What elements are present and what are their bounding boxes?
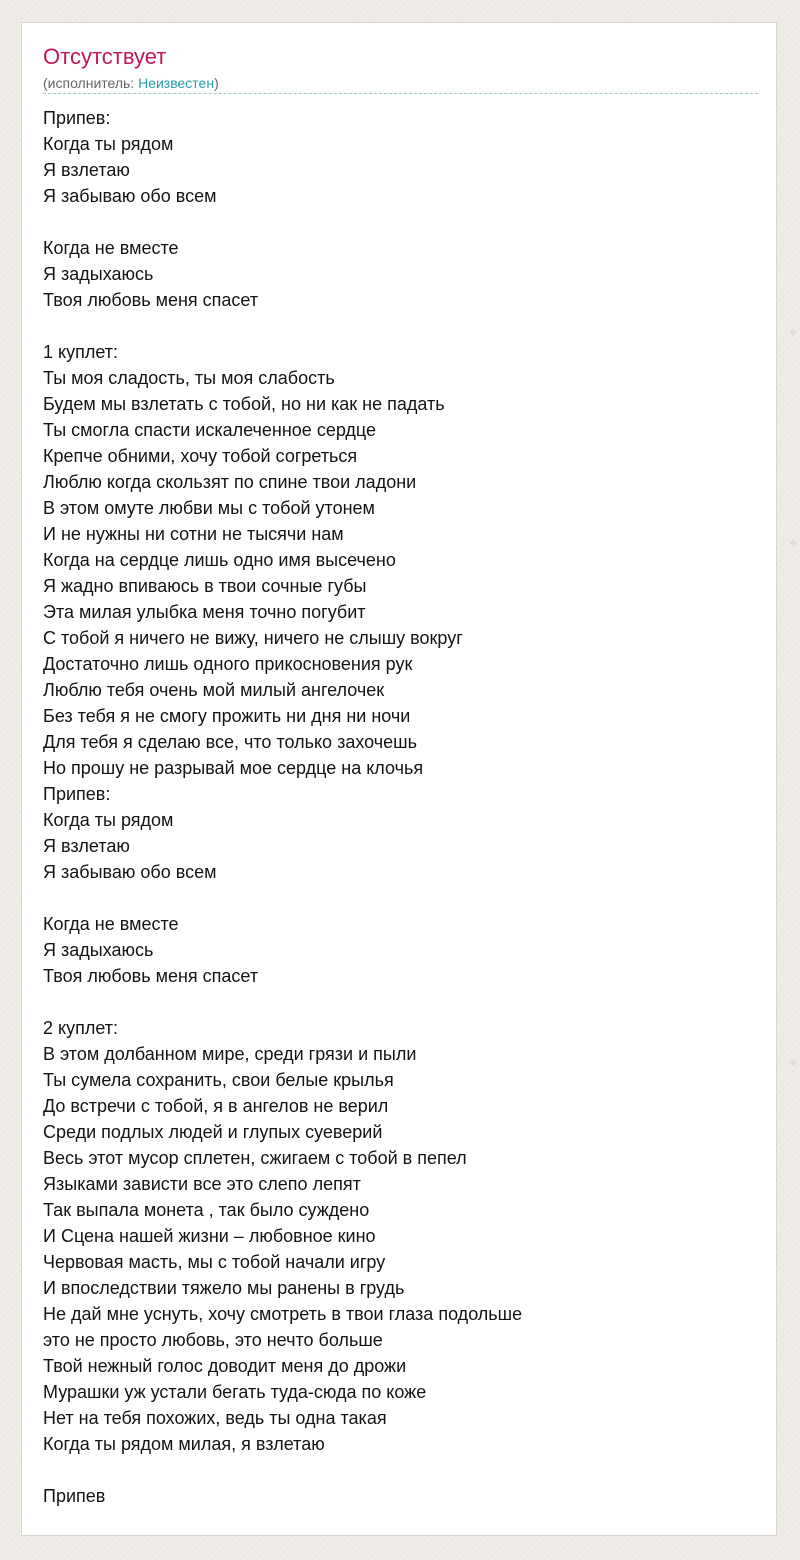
lyric-line: Среди подлых людей и глупых суеверий (43, 1122, 383, 1142)
byline-suffix: ) (214, 75, 219, 91)
lyric-line: Припев (43, 1486, 106, 1506)
lyric-line: Я взлетаю (43, 836, 130, 856)
lyric-line: До встречи с тобой, я в ангелов не верил (43, 1096, 389, 1116)
lyric-line: Так выпала монета , так было суждено (43, 1200, 370, 1220)
lyric-line: Твоя любовь меня спасет (43, 290, 259, 310)
lyric-line: Червовая масть, мы с тобой начали игру (43, 1252, 386, 1272)
lyric-line: Когда не вместе (43, 238, 179, 258)
lyric-line: Когда ты рядом (43, 810, 174, 830)
lyric-line: Припев: (43, 784, 111, 804)
lyric-line: Ты моя сладость, ты моя слабость (43, 368, 335, 388)
lyric-line: Достаточно лишь одного прикосновения рук (43, 654, 413, 674)
lyric-line: Я задыхаюсь (43, 940, 154, 960)
lyric-line: Когда ты рядом милая, я взлетаю (43, 1434, 325, 1454)
lyric-line: Для тебя я сделаю все, что только захочешь (43, 732, 417, 752)
lyric-blank-line (43, 313, 758, 339)
lyric-line: Я забываю обо всем (43, 862, 217, 882)
artist-byline (43, 74, 219, 92)
lyric-line: Когда не вместе (43, 914, 179, 934)
lyric-line: Будем мы взлетать с тобой, но ни как не падать (43, 394, 445, 414)
lyric-line: Без тебя я не смогу прожить ни дня ни ночи (43, 706, 411, 726)
background-ornament (790, 1059, 797, 1066)
lyric-line: Припев: (43, 108, 111, 128)
lyric-line: Я жадно впиваюсь в твои сочные губы (43, 576, 367, 596)
title-divider (43, 93, 758, 94)
lyrics-card (21, 22, 777, 1536)
lyric-line: Нет на тебя похожих, ведь ты одна такая (43, 1408, 387, 1428)
lyric-line: Я задыхаюсь (43, 264, 154, 284)
background-ornament (790, 539, 797, 546)
lyric-line: Ты смогла спасти искалеченное сердце (43, 420, 377, 440)
lyric-line: это не просто любовь, это нечто больше (43, 1330, 383, 1350)
lyric-line: Твоя любовь меня спасет (43, 966, 259, 986)
lyric-line: Когда ты рядом (43, 134, 174, 154)
lyric-line: И впоследствии тяжело мы ранены в грудь (43, 1278, 405, 1298)
lyric-line: Твой нежный голос доводит меня до дрожи (43, 1356, 407, 1376)
lyric-line: В этом долбанном мире, среди грязи и пыли (43, 1044, 417, 1064)
lyric-line: Люблю тебя очень мой милый ангелочек (43, 680, 385, 700)
lyric-line: Крепче обними, хочу тобой согреться (43, 446, 358, 466)
background-ornament (790, 329, 797, 336)
artist-link[interactable]: Неизвестен (138, 75, 215, 91)
lyric-line: Я взлетаю (43, 160, 130, 180)
lyric-line: Ты сумела сохранить, свои белые крылья (43, 1070, 394, 1090)
lyric-line: Мурашки уж устали бегать туда-сюда по коже (43, 1382, 427, 1402)
lyric-blank-line (43, 209, 758, 235)
lyric-line: 1 куплет: (43, 342, 118, 362)
lyric-line: С тобой я ничего не вижу, ничего не слышу вокруг (43, 628, 463, 648)
byline-prefix: (исполнитель: (43, 75, 139, 91)
lyric-line: Не дай мне уснуть, хочу смотреть в твои глаза подольше (43, 1304, 523, 1324)
lyric-line: 2 куплет: (43, 1018, 118, 1038)
lyric-line: Люблю когда скользят по спине твои ладони (43, 472, 417, 492)
lyric-line: Но прошу не разрывай мое сердце на клочья (43, 758, 424, 778)
lyric-line: Языками зависти все это слепо лепят (43, 1174, 361, 1194)
lyric-line: Когда на сердце лишь одно имя высечено (43, 550, 396, 570)
lyric-line: И не нужны ни сотни не тысячи нам (43, 524, 344, 544)
lyric-line: Эта милая улыбка меня точно погубит (43, 602, 366, 622)
lyric-line: Я забываю обо всем (43, 186, 217, 206)
lyric-blank-line (43, 989, 758, 1015)
lyric-line: В этом омуте любви мы с тобой утонем (43, 498, 375, 518)
lyric-line: Весь этот мусор сплетен, сжигаем с тобой в пепел (43, 1148, 467, 1168)
lyric-line: И Сцена нашей жизни – любовное кино (43, 1226, 376, 1246)
song-title: Отсутствует (43, 44, 167, 69)
lyric-blank-line (43, 885, 758, 911)
lyrics-body (43, 105, 758, 1509)
lyric-blank-line (43, 1457, 758, 1483)
